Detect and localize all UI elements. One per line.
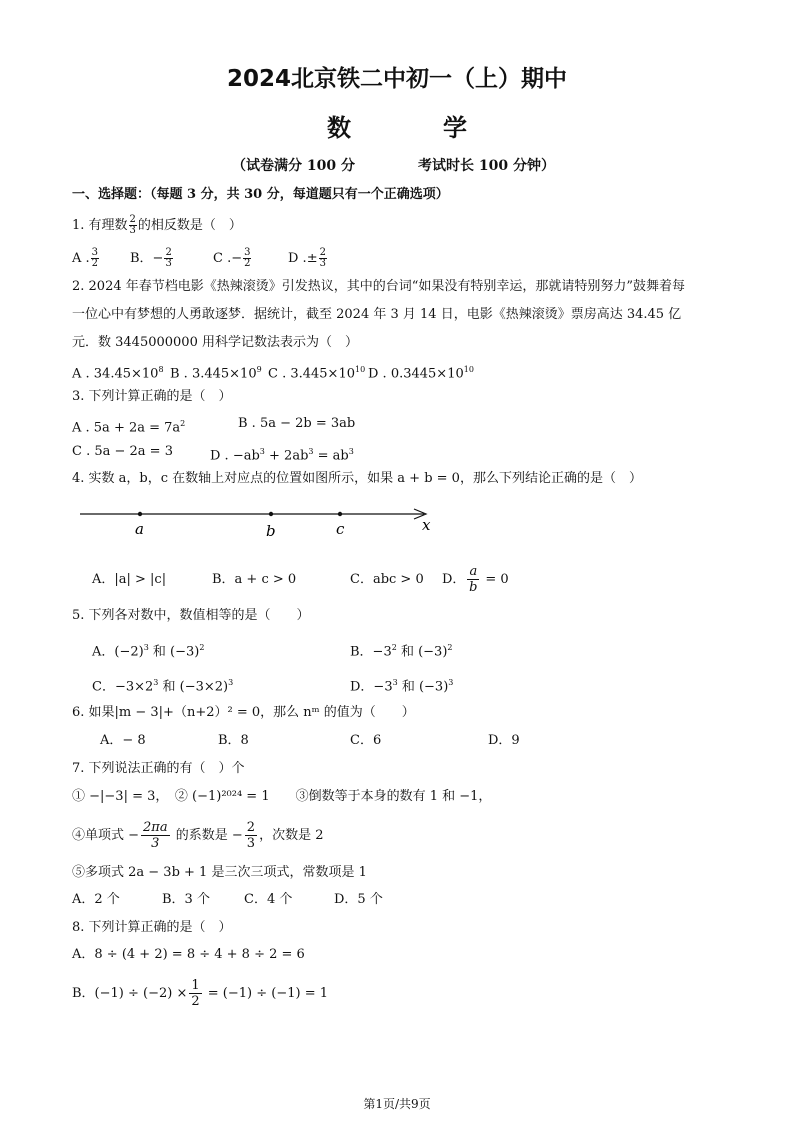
q1-option-b: B．− $\frac{2}{3}$	[130, 247, 172, 269]
q2-option-d: D . $0.3445\times 10^{10}$	[368, 365, 474, 382]
q5-option-b: B．$-3^2$ 和 $(-3)^2$	[350, 643, 453, 660]
q6-option-d: D．9	[488, 733, 520, 748]
label-x: x	[422, 516, 431, 534]
q4-option-a: A．|a| > |c|	[92, 572, 167, 587]
q4-option-b: B．a + c > 0	[212, 572, 297, 587]
q3-option-d: D . $-ab^3 + 2ab^3 = ab^3$	[210, 447, 354, 464]
label-a: a	[135, 520, 144, 538]
q6-option-c: C．6	[350, 733, 382, 748]
q7-option-a: A．2 个	[72, 892, 120, 907]
q1-option-a: A . $\frac{3}{2}$	[72, 247, 99, 269]
q7-stem: 7. 下列说法正确的有（ ）个	[72, 761, 245, 776]
label-b: b	[266, 522, 276, 540]
q7-statement-4: ④单项式 − $\frac{2\pi a}{3}$ 的系数是 − $\frac{2}{3}$ ，次数是 2	[72, 820, 324, 851]
point-a	[138, 512, 142, 516]
section-heading: 一、选择题：（每题 3 分，共 30 分，每道题只有一个正确选项）	[72, 187, 449, 202]
q5-stem: 5. 下列各对数中，数值相等的是（ ）	[72, 608, 310, 623]
page-number: 第1页/共9页	[363, 1097, 431, 1111]
q1-option-c: C .− $\frac{3}{2}$	[213, 247, 251, 269]
label-c: c	[336, 520, 345, 538]
q1-option-d: D .± $\frac{2}{3}$	[288, 247, 326, 269]
q3-option-c: C . 5a − 2a = 3	[72, 444, 173, 459]
point-b	[269, 512, 273, 516]
q3-option-b: B . 5a − 2b = 3ab	[238, 416, 356, 431]
q4-stem: 4. 实数 a，b，c 在数轴上对应点的位置如图所示，如果 a + b = 0，那么下列结论正确的是（ ）	[72, 471, 642, 486]
q7-statement-5: ⑤多项式 2a − 3b + 1 是三次三项式，常数项是 1	[72, 865, 367, 880]
q2-option-a: A . $34.45\times 10^8$	[72, 365, 164, 382]
point-c	[338, 512, 342, 516]
q8-option-b: B．(−1) ÷ (−2) × $\frac{1}{2}$ = (−1) ÷ (−1) = 1	[72, 978, 328, 1009]
q1-stem: 1. 有理数 $\frac{2}{3}$ 的相反数是（ ）	[72, 214, 242, 236]
q5-option-a: A．$(-2)^3$ 和 $(-3)^2$	[92, 643, 205, 660]
q4-option-c: C．abc > 0	[350, 572, 424, 587]
q6-stem: 6. 如果|m − 3|+（n+2）² = 0，那么 nᵐ 的值为（ ）	[72, 705, 415, 720]
q5-option-c: C．$-3\times 2^3$ 和 $(-3\times 2)^3$	[92, 678, 234, 695]
q2-line-3: 元．数 3445000000 用科学记数法表示为（ ）	[72, 335, 358, 350]
q2-option-b: B . $3.445\times 10^9$	[170, 365, 262, 382]
subject-title: 数 学	[327, 113, 501, 142]
q7-option-c: C．4 个	[244, 892, 293, 907]
exam-title: 2024北京铁二中初一（上）期中	[226, 66, 567, 92]
q7-option-d: D．5 个	[334, 892, 383, 907]
q5-option-d: D．$-3^3$ 和 $(-3)^3$	[350, 678, 454, 695]
q2-option-c: C . $3.445\times 10^{10}$	[268, 365, 366, 382]
exam-duration: 考试时长 100 分钟）	[418, 158, 555, 174]
q3-stem: 3. 下列计算正确的是（ ）	[72, 389, 232, 404]
q8-option-a: A．8 ÷ (4 + 2) = 8 ÷ 4 + 8 ÷ 2 = 6	[72, 947, 305, 962]
q8-stem: 8. 下列计算正确的是（ ）	[72, 920, 232, 935]
q2-line-1: 2. 2024 年春节档电影《热辣滚烫》引发热议，其中的台词“如果没有特别幸运，那就请特别努力”鼓舞着每	[72, 279, 686, 294]
q4-option-d: D． $\frac{a}{b}$ = 0	[442, 564, 509, 595]
full-score: （试卷满分 100 分	[232, 158, 355, 174]
number-line-figure	[72, 498, 452, 548]
q2-line-2: 一位心中有梦想的人勇敢逐梦．据统计，截至 2024 年 3 月 14 日，电影《热辣滚烫》票房高达 34.45 亿	[72, 307, 682, 322]
q7-option-b: B．3 个	[162, 892, 210, 907]
q3-option-a: A . $5a + 2a = 7a^2$	[72, 419, 186, 436]
q6-option-b: B．8	[218, 733, 249, 748]
q6-option-a: A．− 8	[100, 733, 146, 748]
q7-statement-1-3: ① −|−3| = 3， ② (−1)²⁰²⁴ = 1 ③倒数等于本身的数有 1 和 −1，	[72, 789, 492, 804]
